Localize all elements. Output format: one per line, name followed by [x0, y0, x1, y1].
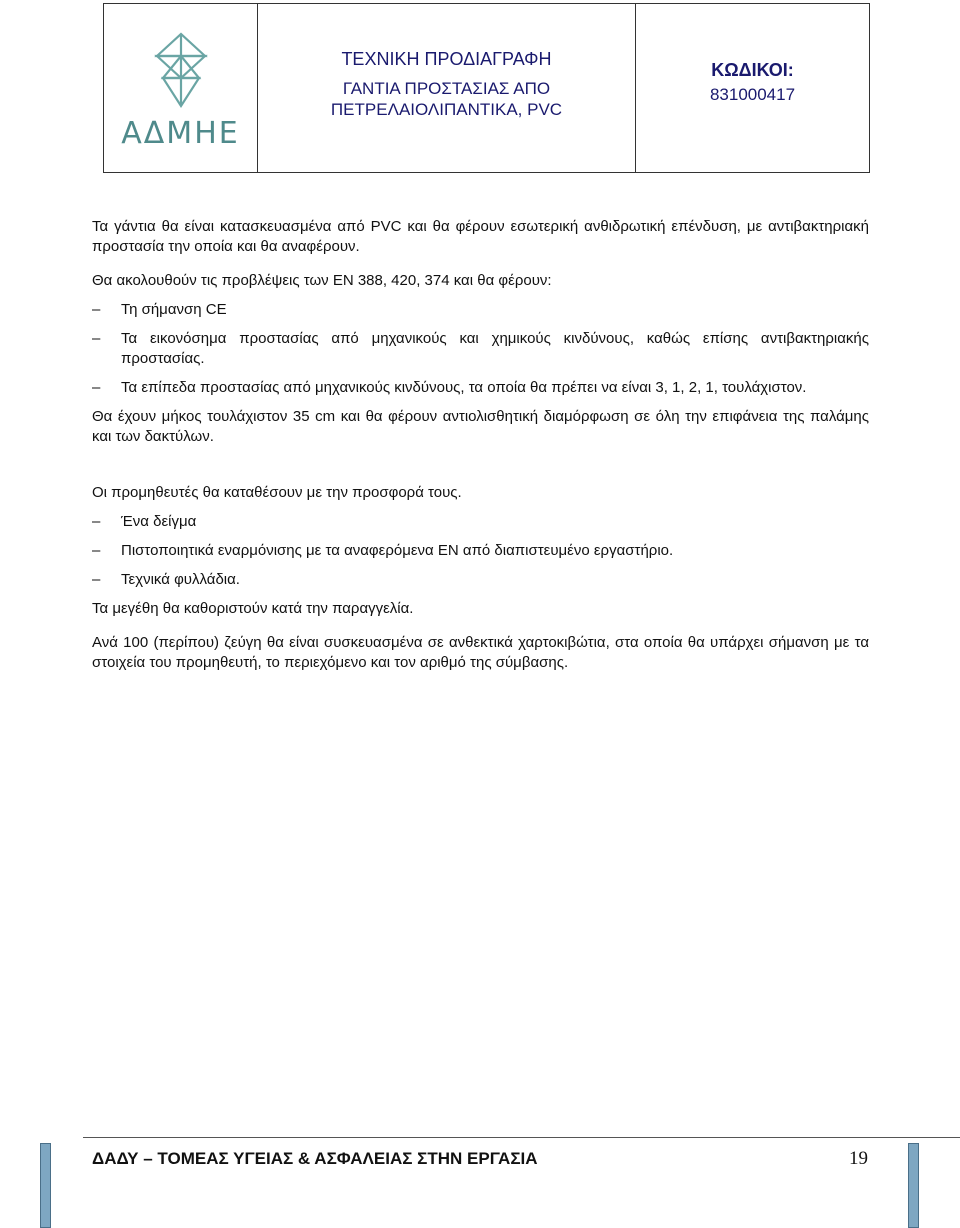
list-item: – Πιστοποιητικά εναρμόνισης με τα αναφερόμενα EN από διαπιστευμένο εργαστήριο. [92, 542, 674, 559]
logo-text: ΑΔΜΗΕ [121, 116, 240, 151]
footer-divider [83, 1137, 960, 1138]
document-body [92, 217, 869, 673]
paragraph-4: Οι προμηθευτές θα καταθέσουν με την προσφορά τους. [92, 484, 462, 501]
list-item: – Τεχνικά φυλλάδια. [92, 571, 240, 588]
admie-logo-icon [153, 26, 209, 110]
spec-subtitle [331, 78, 562, 120]
footer-left-bar [40, 1143, 51, 1228]
title-cell [258, 4, 636, 172]
paragraph-3: Θα έχουν μήκος τουλάχιστον 35 cm και θα φέρουν αντιολισθητική διαμόρφωση σε όλη την επιφάνεια της παλάμης και των δακτύλων. [92, 408, 869, 445]
footer-department: ΔΑΔΥ – ΤΟΜΕΑΣ ΥΓΕΙΑΣ & ΑΣΦΑΛΕΙΑΣ ΣΤΗΝ ΕΡΓΑΣΙΑ [92, 1149, 538, 1168]
code-label: ΚΩΔΙΚΟΙ: [711, 60, 794, 80]
spec-subtitle-line2: ΠΕΤΡΕΛΑΙΟΛΙΠΑΝΤΙΚΑ, PVC [330, 100, 563, 119]
paragraph-1: Τα γάντια θα είναι κατασκευασμένα από PVC και θα φέρουν εσωτερική ανθιδρωτική επένδυση, με αντιβακτηριακή προστασία την οποία και θα αναφέρουν. [92, 218, 869, 255]
spec-subtitle-line1: ΓΑΝΤΙΑ ΠΡΟΣΤΑΣΙΑΣ ΑΠΟ [342, 79, 551, 98]
dash-icon: – [92, 301, 101, 318]
paragraph-6: Ανά 100 (περίπου) ζεύγη θα είναι συσκευασμένα σε ανθεκτικά χαρτοκιβώτια, στα οποία θα υπάρχει σήμανση με τα στοιχεία του προμηθευτή, το περιεχόμενο και τον αριθμό της σύμβασης. [92, 634, 869, 671]
list-item: – Τη σήμανση CE [92, 301, 227, 318]
code-value: 831000417 [709, 85, 796, 104]
dash-icon: – [92, 330, 101, 347]
list-item: – Ένα δείγμα [92, 513, 197, 530]
logo-cell [104, 4, 258, 172]
list-item: – Τα εικονόσημα προστασίας από μηχανικούς και χημικούς κινδύνους, καθώς επίσης αντιβακτηριακής προστασίας. [92, 330, 869, 367]
dash-icon: – [92, 513, 101, 530]
code-cell [636, 4, 869, 172]
paragraph-5: Τα μεγέθη θα καθοριστούν κατά την παραγγελία. [92, 600, 414, 617]
spec-title: ΤΕΧΝΙΚΗ ΠΡΟΔΙΑΓΡΑΦΗ [341, 49, 552, 69]
dash-icon: – [92, 542, 101, 559]
footer-right-bar [908, 1143, 919, 1228]
list-item: – Τα επίπεδα προστασίας από μηχανικούς κινδύνους, τα οποία θα πρέπει να είναι 3, 1, 2, 1, τουλάχιστον. [92, 379, 807, 396]
paragraph-2: Θα ακολουθούν τις προβλέψεις των EN 388, 420, 374 και θα φέρουν: [92, 272, 552, 289]
dash-icon: – [92, 571, 101, 588]
document-header [103, 3, 870, 173]
page-number: 19 [849, 1148, 868, 1169]
dash-icon: – [92, 379, 101, 396]
